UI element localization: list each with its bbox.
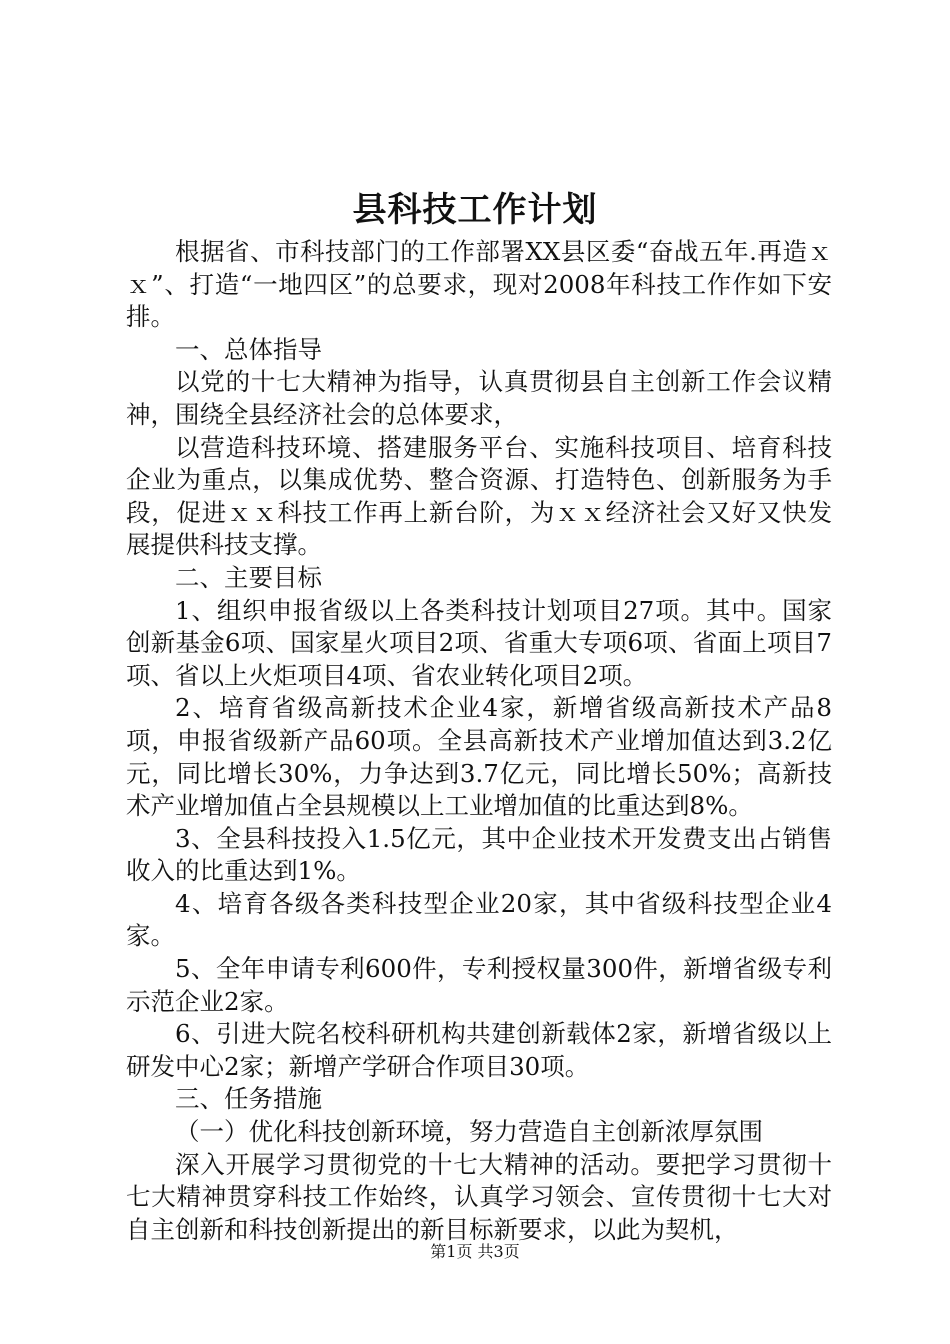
- document-body: [126, 236, 832, 1246]
- paragraph-guidance-2: 以营造科技环境、搭建服务平台、实施科技项目、培育科技企业为重点，以集成优势、整合资源、打造特色、创新服务为手段，促进ｘｘ科技工作再上新台阶，为ｘｘ经济社会又好又快发展提供科技支撑。: [126, 432, 832, 560]
- section-heading-guidance: 一、总体指导: [175, 334, 322, 364]
- subsection-heading-1: （一）优化科技创新环境，努力营造自主创新浓厚氛围: [175, 1117, 763, 1147]
- paragraph-intro: 根据省、市科技部门的工作部署XX县区委“奋战五年.再造ｘｘ”、打造“一地四区”的总要求，现对2008年科技工作作如下安排。: [126, 237, 832, 332]
- goal-item-6: 6、引进大院名校科研机构共建创新载体2家，新增省级以上研发中心2家；新增产学研合作项目30项。: [126, 1019, 832, 1081]
- goal-item-1: 1、组织申报省级以上各类科技计划项目27项。其中。国家创新基金6项、国家星火项目2项、省重大专项6项、省面上项目7项、省以上火炬项目4项、省农业转化项目2项。: [126, 595, 832, 690]
- goal-item-5: 5、全年申请专利600件，专利授权量300件，新增省级专利示范企业2家。: [126, 954, 832, 1016]
- paragraph-guidance-1: 以党的十七大精神为指导，认真贯彻县自主创新工作会议精神，围绕全县经济社会的总体要求，: [126, 367, 832, 429]
- paragraph-measures-1: 深入开展学习贯彻党的十七大精神的活动。要把学习贯彻十七大精神贯穿科技工作始终，认真学习领会、宣传贯彻十七大对自主创新和科技创新提出的新目标新要求，以此为契机，: [126, 1149, 832, 1244]
- page-footer: 第1页 共3页: [430, 1242, 520, 1261]
- section-heading-goals: 二、主要目标: [175, 562, 322, 592]
- goal-item-4: 4、培育各级各类科技型企业20家，其中省级科技型企业4家。: [126, 888, 832, 951]
- goal-item-2: 2、培育省级高新技术企业4家，新增省级高新技术产品8项，申报省级新产品60项。全县高新技术产业增加值达到3.2亿元，同比增长30%，力争达到3.7亿元，同比增长50%；高新技术产业增加值占全县规模以上工业增加值的比重达到8%。: [126, 693, 832, 821]
- document-title: 县科技工作计划: [352, 190, 598, 230]
- goal-item-3: 3、全县科技投入1.5亿元，其中企业技术开发费支出占销售收入的比重达到1%。: [126, 823, 832, 886]
- section-heading-measures: 三、任务措施: [175, 1084, 322, 1114]
